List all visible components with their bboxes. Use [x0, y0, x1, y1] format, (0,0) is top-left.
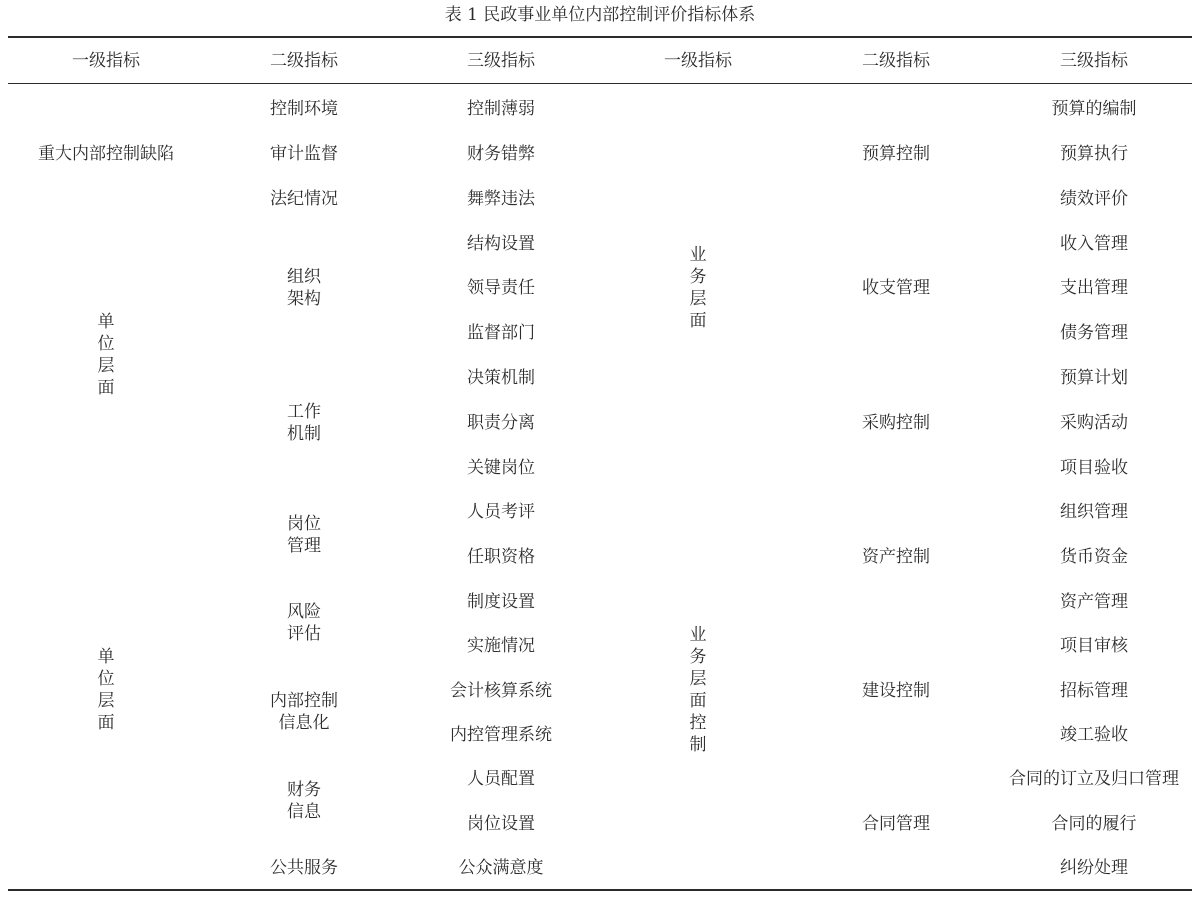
header-level2-right: 二级指标: [862, 51, 930, 71]
header-level3-right: 三级指标: [1060, 51, 1128, 71]
header-level1-right: 一级指标: [664, 51, 732, 71]
header-level2-left: 二级指标: [270, 51, 338, 71]
level3-left-item: 公众满意度: [458, 858, 544, 878]
level3-left-item: 舞弊违法: [467, 189, 535, 209]
level2-revenue-expense: 收支管理: [862, 278, 930, 298]
level2-control-env: 控制环境: [270, 99, 338, 119]
level2-org-structure: 组织 架构: [287, 267, 321, 309]
level3-right-item: 竣工验收: [1060, 725, 1128, 745]
level3-left-item: 内控管理系统: [450, 725, 552, 745]
level3-left-item: 岗位设置: [467, 814, 535, 834]
level3-right-item: 预算执行: [1060, 144, 1128, 164]
level3-left-item: 人员考评: [467, 502, 535, 522]
level2-budget-control: 预算控制: [862, 144, 930, 164]
level3-right-item: 收入管理: [1060, 234, 1128, 254]
level2-contract-management: 合同管理: [862, 814, 930, 834]
level3-left-item: 监督部门: [467, 323, 535, 343]
level2-post-management: 岗位 管理: [287, 514, 321, 556]
level2-procurement-control: 采购控制: [862, 413, 930, 433]
level2-work-mechanism: 工作 机制: [287, 402, 321, 444]
level3-right-item: 采购活动: [1060, 413, 1128, 433]
bottom-rule: [8, 889, 1192, 891]
level2-asset-control: 资产控制: [862, 547, 930, 567]
header-level1-left: 一级指标: [72, 51, 140, 71]
level3-left-item: 关键岗位: [467, 458, 535, 478]
level3-right-item: 货币资金: [1060, 547, 1128, 567]
level1-business-level: 业 务 层 面: [689, 245, 707, 331]
level3-left-item: 任职资格: [467, 547, 535, 567]
level3-right-item: 合同的履行: [1051, 814, 1137, 834]
level1-unit-level-a: 单 位 层 面: [97, 312, 115, 398]
level1-unit-level-b: 单 位 层 面: [97, 647, 115, 733]
level3-left-item: 决策机制: [467, 368, 535, 388]
level2-risk-assessment: 风险 评估: [287, 602, 321, 644]
level3-right-item: 招标管理: [1060, 681, 1128, 701]
level3-right-item: 合同的订立及归口管理: [1009, 769, 1179, 789]
level3-left-item: 控制薄弱: [467, 99, 535, 119]
level1-business-level-control: 业 务 层 面 控 制: [689, 625, 707, 755]
level3-right-item: 债务管理: [1060, 323, 1128, 343]
level2-construction-control: 建设控制: [862, 681, 930, 701]
header-rule: [8, 83, 1192, 84]
level2-public-service: 公共服务: [270, 858, 338, 878]
level3-left-item: 财务错弊: [467, 144, 535, 164]
level3-right-item: 预算计划: [1060, 368, 1128, 388]
level2-financial-info: 财务 信息: [287, 780, 321, 822]
level3-left-item: 实施情况: [467, 636, 535, 656]
level3-left-item: 会计核算系统: [450, 681, 552, 701]
level3-right-item: 支出管理: [1060, 278, 1128, 298]
level3-right-item: 纠纷处理: [1060, 858, 1128, 878]
level3-right-item: 绩效评价: [1060, 189, 1128, 209]
level3-left-item: 人员配置: [467, 769, 535, 789]
level3-right-item: 项目验收: [1060, 458, 1128, 478]
level3-left-item: 领导责任: [467, 278, 535, 298]
top-rule: [8, 36, 1192, 38]
level3-left-item: 制度设置: [467, 592, 535, 612]
level3-right-item: 项目审核: [1060, 636, 1128, 656]
level2-legal-discipline: 法纪情况: [270, 189, 338, 209]
level1-major-defect: 重大内部控制缺陷: [38, 144, 174, 164]
level2-audit-supervision: 审计监督: [270, 144, 338, 164]
level2-internal-it: 内部控制 信息化: [270, 691, 338, 733]
level3-left-item: 结构设置: [467, 234, 535, 254]
header-level3-left: 三级指标: [467, 51, 535, 71]
level3-right-item: 组织管理: [1060, 502, 1128, 522]
table-title: 表 1 民政事业单位内部控制评价指标体系: [444, 5, 756, 25]
level3-right-item: 预算的编制: [1051, 99, 1137, 119]
level3-right-item: 资产管理: [1060, 592, 1128, 612]
level3-left-item: 职责分离: [467, 413, 535, 433]
